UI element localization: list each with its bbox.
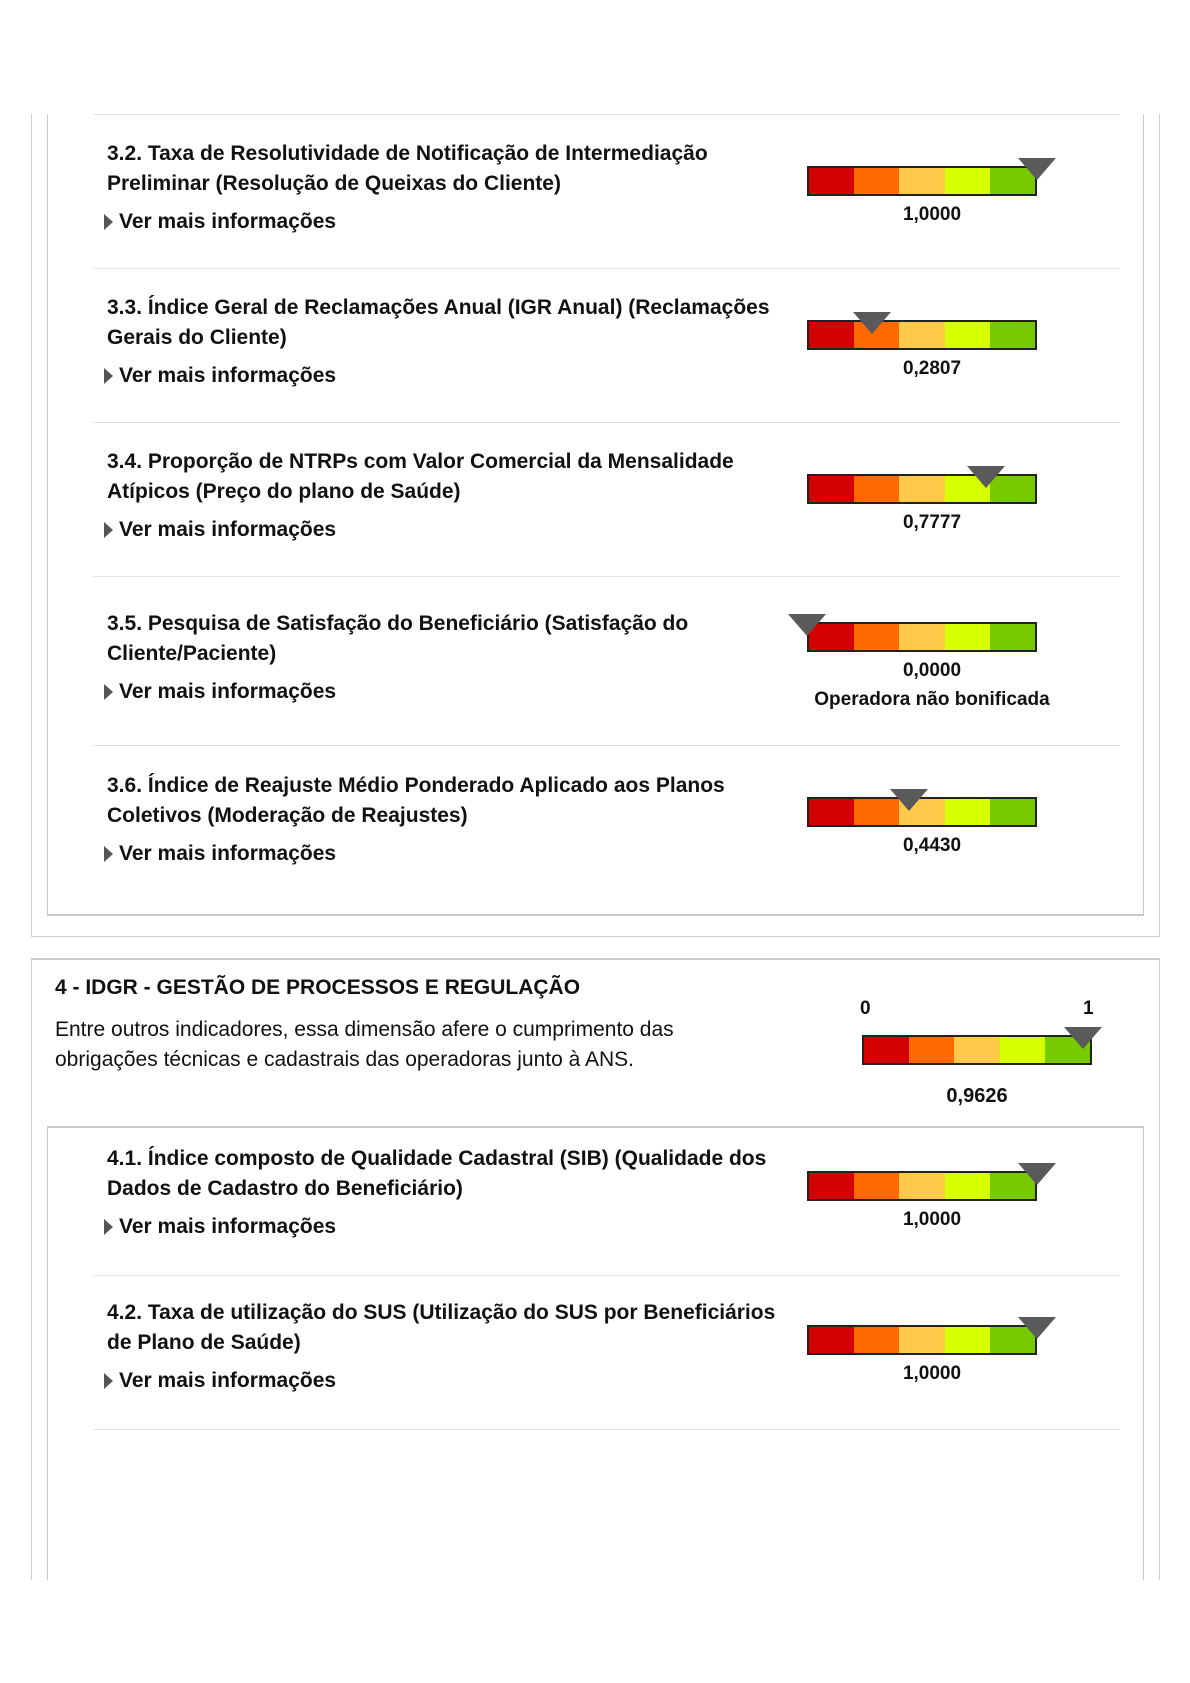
score-gauge (807, 622, 1037, 652)
score-marker-icon (967, 466, 1005, 488)
gauge-segment-orange (854, 1173, 899, 1199)
dimension-gauge (862, 1035, 1092, 1065)
score-value: 1,0000 (902, 1363, 962, 1384)
gauge-segment-orange (909, 1037, 954, 1063)
gauge-segment-yellow (899, 322, 944, 348)
indicator-title: 3.3. Índice Geral de Reclamações Anual (IGR Anual) (Reclamações Gerais do Cliente) (107, 296, 770, 349)
caret-right-icon (104, 1219, 113, 1235)
separator (93, 745, 1120, 746)
score-value: 1,0000 (902, 204, 962, 225)
more-info-link[interactable] (104, 1368, 336, 1394)
dimension-score-value: 0,9626 (946, 1085, 1008, 1107)
gauge-segment-green (990, 624, 1035, 650)
more-info-label: Ver mais informações (119, 210, 337, 233)
gauge-segment-orange (854, 168, 899, 194)
more-info-label: Ver mais informações (119, 680, 337, 703)
gauge-segment-red (809, 1327, 854, 1353)
score-gauge (807, 166, 1037, 196)
more-info-label: Ver mais informações (119, 1215, 337, 1238)
more-info-link[interactable] (104, 679, 336, 705)
gauge-segment-red (809, 799, 854, 825)
caret-right-icon (104, 684, 113, 700)
gauge-segment-lime (1000, 1037, 1045, 1063)
more-info-label: Ver mais informações (119, 842, 337, 865)
score-value: 0,7777 (902, 512, 962, 533)
separator (93, 114, 1120, 115)
indicator-title: 3.2. Taxa de Resolutividade de Notificação de Intermediação Preliminar (Resolução de Queixas do Cliente) (107, 142, 708, 195)
gauge-segment-yellow (899, 476, 944, 502)
indicator-title: 4.2. Taxa de utilização do SUS (Utilização do SUS por Beneficiários de Plano de Saúde) (107, 1301, 776, 1354)
gauge-segment-lime (945, 799, 990, 825)
gauge-segment-lime (945, 1327, 990, 1353)
separator (93, 1275, 1120, 1276)
scale-min-label: 0 (860, 998, 871, 1019)
more-info-label: Ver mais informações (119, 1369, 337, 1392)
gauge-segment-green (990, 799, 1035, 825)
separator (93, 268, 1120, 269)
score-marker-icon (1064, 1027, 1102, 1049)
score-gauge (807, 320, 1037, 350)
indicator-title: 3.4. Proporção de NTRPs com Valor Comercial da Mensalidade Atípicos (Preço do plano de Saúde) (107, 450, 734, 503)
dimension-title: 4 - IDGR - GESTÃO DE PROCESSOS E REGULAÇÃO (55, 976, 581, 999)
gauge-segment-lime (945, 322, 990, 348)
gauge-segment-yellow (954, 1037, 999, 1063)
separator (93, 422, 1120, 423)
gauge-segment-lime (945, 1173, 990, 1199)
more-info-link[interactable] (104, 209, 336, 235)
score-marker-icon (1018, 158, 1056, 180)
gauge-segment-lime (945, 624, 990, 650)
gauge-segment-red (809, 1173, 854, 1199)
score-gauge (807, 1171, 1037, 1201)
gauge-segment-lime (945, 168, 990, 194)
score-marker-icon (788, 614, 826, 636)
caret-right-icon (104, 522, 113, 538)
gauge-segment-orange (854, 624, 899, 650)
gauge-segment-green (990, 322, 1035, 348)
gauge-segment-red (809, 322, 854, 348)
gauge-segment-yellow (899, 624, 944, 650)
gauge-segment-yellow (899, 168, 944, 194)
caret-right-icon (104, 214, 113, 230)
score-marker-icon (890, 789, 928, 811)
gauge-segment-red (809, 476, 854, 502)
indicator-title: 3.6. Índice de Reajuste Médio Ponderado Aplicado aos Planos Coletivos (Moderação de Reajustes) (107, 774, 725, 827)
gauge-segment-yellow (899, 1327, 944, 1353)
separator (93, 576, 1120, 577)
more-info-link[interactable] (104, 841, 336, 867)
more-info-link[interactable] (104, 517, 336, 543)
gauge-segment-orange (854, 476, 899, 502)
more-info-link[interactable] (104, 363, 336, 389)
indicator-title: 4.1. Índice composto de Qualidade Cadastral (SIB) (Qualidade dos Dados de Cadastro do Beneficiário) (107, 1147, 767, 1200)
gauge-segment-red (809, 168, 854, 194)
score-marker-icon (853, 312, 891, 334)
score-value: 0,4430 (902, 835, 962, 856)
caret-right-icon (104, 368, 113, 384)
gauge-segment-orange (854, 1327, 899, 1353)
score-value: 0,0000 (902, 660, 962, 681)
separator (93, 1429, 1120, 1430)
scale-max-label: 1 (1083, 998, 1094, 1019)
more-info-label: Ver mais informações (119, 364, 337, 387)
dimension-description: Entre outros indicadores, essa dimensão afere o cumprimento das obrigações técnicas e cadastrais das operadoras junto à ANS. (55, 1018, 674, 1071)
gauge-segment-red (864, 1037, 909, 1063)
score-value: 0,2807 (902, 358, 962, 379)
score-marker-icon (1018, 1317, 1056, 1339)
indicator-title: 3.5. Pesquisa de Satisfação do Beneficiário (Satisfação do Cliente/Paciente) (107, 612, 689, 665)
caret-right-icon (104, 846, 113, 862)
more-info-link[interactable] (104, 1214, 336, 1240)
score-marker-icon (1018, 1163, 1056, 1185)
score-gauge (807, 1325, 1037, 1355)
more-info-label: Ver mais informações (119, 518, 337, 541)
caret-right-icon (104, 1373, 113, 1389)
score-value: 1,0000 (902, 1209, 962, 1230)
gauge-segment-yellow (899, 1173, 944, 1199)
status-label: Operadora não bonificada (814, 689, 1050, 710)
